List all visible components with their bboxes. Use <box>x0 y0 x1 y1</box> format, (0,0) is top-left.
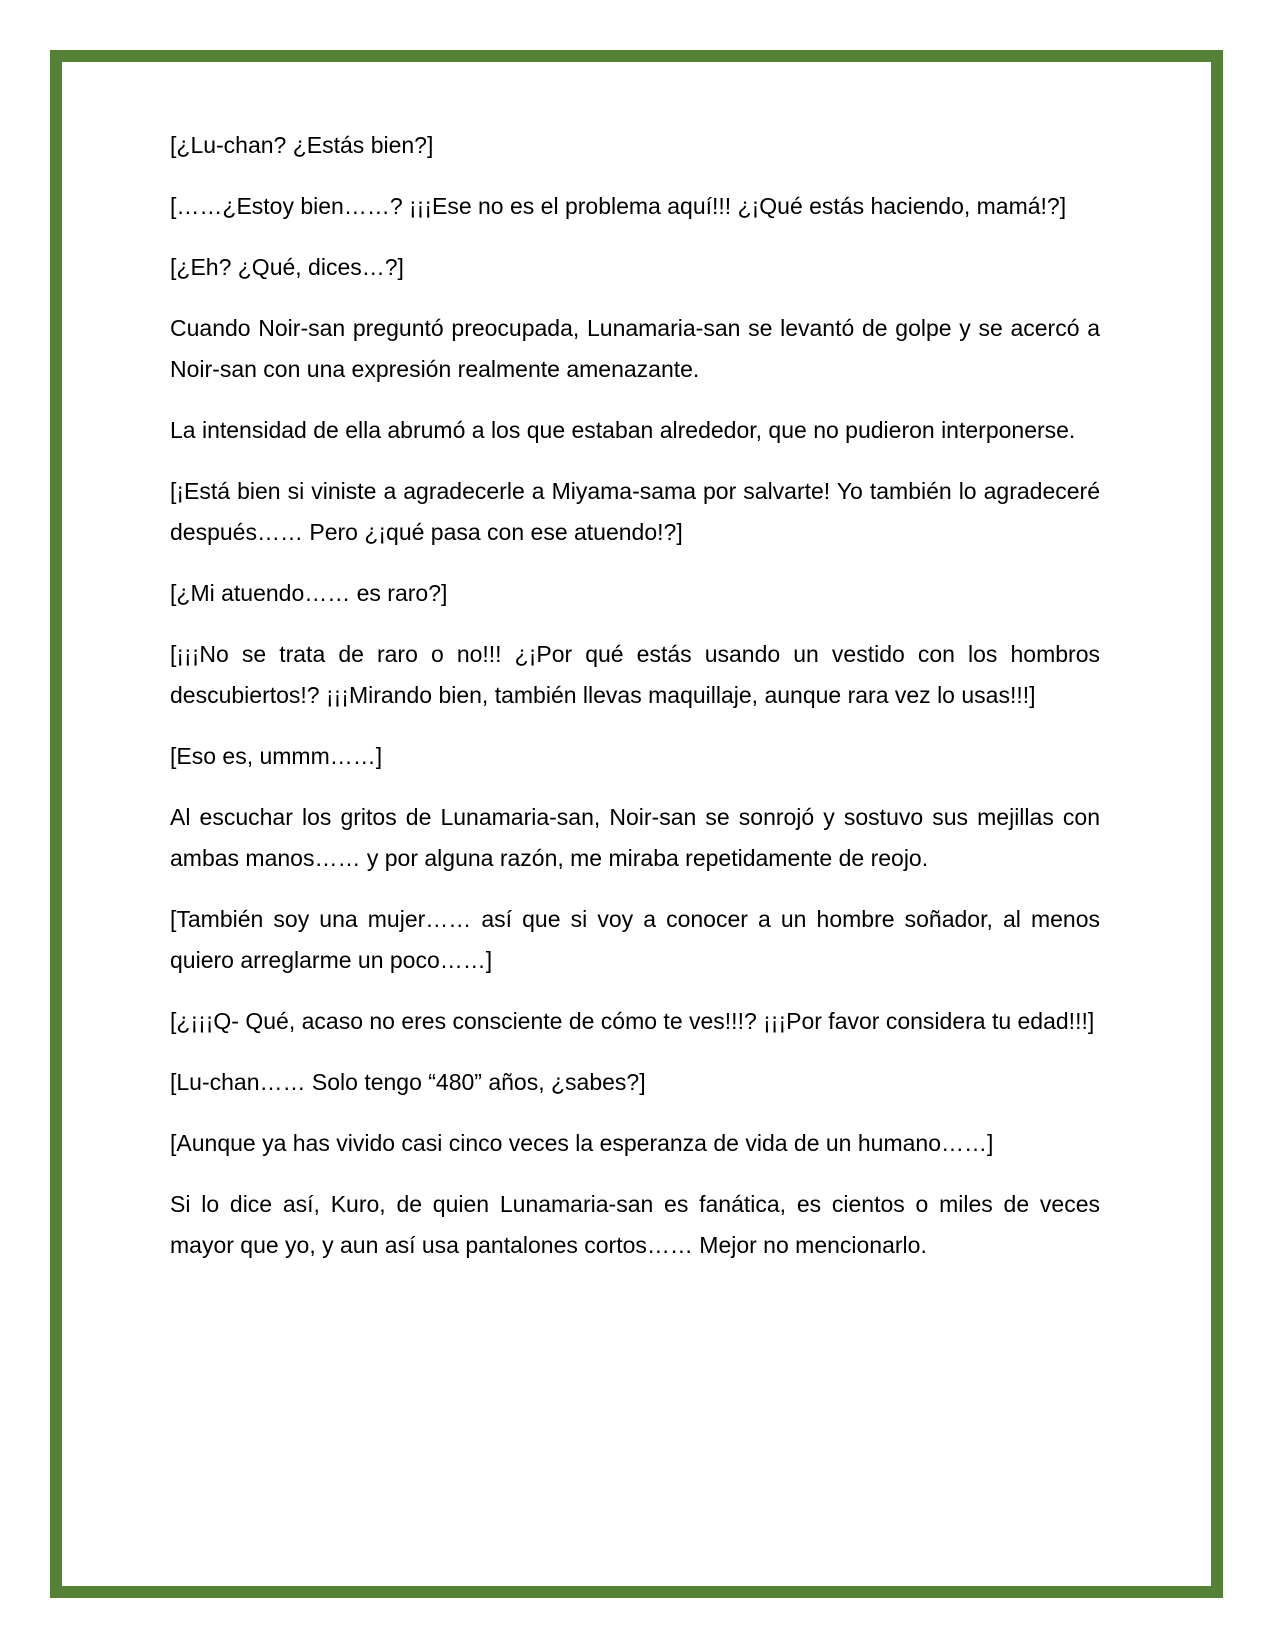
paragraph: Al escuchar los gritos de Lunamaria-san, Noir-san se sonrojó y sostuvo sus mejillas con ambas manos…… y por alguna razón, me miraba repetidamente de reojo. <box>170 804 1100 871</box>
paragraph: [¿Lu-chan? ¿Estás bien?] <box>170 132 434 158</box>
paragraph: [¿Mi atuendo…… es raro?] <box>170 580 448 606</box>
paragraph: [Aunque ya has vivido casi cinco veces la esperanza de vida de un humano……] <box>170 1130 994 1156</box>
paragraph: [¿¡¡¡Q- Qué, acaso no eres consciente de cómo te ves!!!? ¡¡¡Por favor considera tu edad!!!] <box>170 1008 1095 1034</box>
page-border-frame <box>50 50 1223 1598</box>
paragraph: [……¿Estoy bien……? ¡¡¡Ese no es el problema aquí!!! ¿¡Qué estás haciendo, mamá!?] <box>170 193 1067 219</box>
paragraph: [¡Está bien si viniste a agradecerle a Miyama-sama por salvarte! Yo también lo agradeceré después…… Pero ¿¡qué pasa con ese atuendo!?] <box>170 478 1100 545</box>
paragraph: [¡¡¡No se trata de raro o no!!! ¿¡Por qué estás usando un vestido con los hombros descubiertos!? ¡¡¡Mirando bien, también llevas maquillaje, aunque rara vez lo usas!!!] <box>170 641 1100 708</box>
paragraph: La intensidad de ella abrumó a los que estaban alrededor, que no pudieron interponerse. <box>170 417 1076 443</box>
paragraph: Cuando Noir-san preguntó preocupada, Lunamaria-san se levantó de golpe y se acercó a Noir-san con una expresión realmente amenazante. <box>170 315 1100 382</box>
document-body <box>62 62 1211 1586</box>
paragraph: [Eso es, ummm……] <box>170 743 383 769</box>
paragraph: Si lo dice así, Kuro, de quien Lunamaria-san es fanática, es cientos o miles de veces mayor que yo, y aun así usa pantalones cortos…… Mejor no mencionarlo. <box>170 1191 1100 1258</box>
paragraph: [También soy una mujer…… así que si voy a conocer a un hombre soñador, al menos quiero arreglarme un poco……] <box>170 906 1100 973</box>
paragraph: [Lu-chan…… Solo tengo “480” años, ¿sabes?] <box>170 1069 646 1095</box>
paragraph: [¿Eh? ¿Qué, dices…?] <box>170 254 404 280</box>
